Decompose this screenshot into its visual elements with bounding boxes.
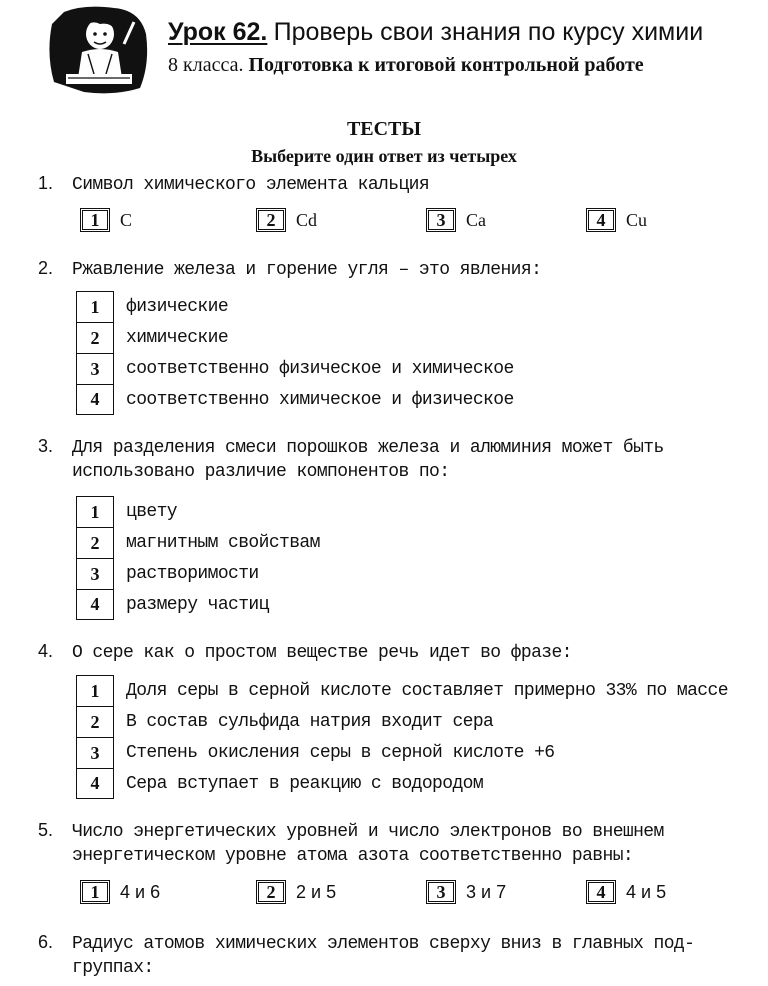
student-illustration [44, 4, 154, 96]
q4-option-3[interactable] [76, 737, 756, 768]
question-number: 2. [38, 258, 54, 278]
option-number-box: 2 [76, 527, 114, 558]
q4-option-1[interactable] [76, 675, 756, 706]
question-5 [38, 820, 664, 842]
option-number-box: 2 [76, 706, 114, 737]
option-text: растворимости [126, 563, 259, 584]
question-text: Символ химического элемента кальция [72, 175, 430, 195]
option-number-box: 3 [76, 353, 114, 384]
option-text: 3 и 7 [466, 881, 507, 902]
q1-option-1[interactable] [80, 207, 132, 233]
q1-option-4[interactable] [586, 207, 647, 233]
option-text: Cu [626, 209, 648, 230]
option-text: химические [126, 327, 229, 348]
question-number: 1. [38, 173, 54, 193]
option-text: 4 и 6 [120, 881, 161, 902]
question-2 [38, 258, 541, 280]
question-1 [38, 173, 429, 195]
option-text: соответственно физическое и химическое [126, 358, 514, 379]
question-3-line2: использовано различие компонентов по: [72, 462, 450, 482]
q2-option-1[interactable] [76, 291, 756, 322]
option-text: размеру частиц [126, 594, 269, 615]
question-text: Радиус атомов химических элементов сверху вниз в главных под- [72, 934, 695, 954]
question-text: Ржавление железа и горение угля – это явления: [72, 260, 542, 280]
option-number-box: 3 [76, 558, 114, 589]
option-text: Ca [466, 209, 486, 230]
q4-option-4[interactable] [76, 768, 756, 799]
option-number-box: 1 [80, 208, 110, 232]
q5-option-1[interactable] [80, 879, 160, 905]
option-number-box: 4 [76, 589, 114, 620]
option-text: магнитным свойствам [126, 532, 320, 553]
option-text: 2 и 5 [296, 881, 337, 902]
option-text: Cd [296, 209, 318, 230]
option-number-box: 4 [76, 384, 114, 415]
q5-option-3[interactable] [426, 879, 506, 905]
q2-options [76, 291, 756, 415]
option-text: цвету [126, 501, 178, 522]
q3-option-2[interactable] [76, 527, 756, 558]
q2-option-2[interactable] [76, 322, 756, 353]
question-5-line2: энергетическом уровне атома азота соответственно равны: [72, 846, 634, 866]
lesson-number: Урок 62. [168, 18, 268, 46]
question-number: 5. [38, 820, 54, 840]
q3-option-3[interactable] [76, 558, 756, 589]
option-text: C [120, 209, 133, 230]
option-number-box: 3 [426, 208, 456, 232]
lesson-subtitle: Подготовка к итоговой контрольной работе [248, 54, 644, 76]
q4-option-2[interactable] [76, 706, 756, 737]
option-number-box: 3 [76, 737, 114, 768]
question-number: 4. [38, 641, 54, 661]
option-number-box: 1 [80, 880, 110, 904]
lesson-grade: 8 класса. [168, 54, 244, 76]
option-number-box: 1 [76, 496, 114, 527]
student-icon [44, 4, 154, 96]
question-6-line2: группах: [72, 958, 154, 978]
option-number-box: 1 [76, 675, 114, 706]
question-text: О сере как о простом веществе речь идет во фразе: [72, 643, 572, 663]
q3-options [76, 496, 756, 620]
option-number-box: 2 [256, 208, 286, 232]
lesson-title-line1: Проверь свои знания по курсу химии [273, 18, 704, 46]
option-text: физические [126, 296, 229, 317]
option-text: Доля серы в серной кислоте составляет примерно 33% по массе [126, 680, 728, 701]
question-text: Для разделения смеси порошков железа и алюминия может быть [72, 438, 664, 458]
q2-option-4[interactable] [76, 384, 756, 415]
question-6 [38, 932, 694, 954]
question-text: Число энергетических уровней и число электронов во внешнем [72, 822, 664, 842]
q2-option-3[interactable] [76, 353, 756, 384]
lesson-title-line2 [168, 54, 644, 77]
option-number-box: 1 [76, 291, 114, 322]
option-number-box: 3 [426, 880, 456, 904]
q5-option-4[interactable] [586, 879, 666, 905]
lesson-heading [168, 18, 703, 47]
question-3 [38, 436, 664, 458]
option-text: В состав сульфида натрия входит сера [126, 711, 494, 732]
option-number-box: 2 [256, 880, 286, 904]
q3-option-4[interactable] [76, 589, 756, 620]
option-number-box: 4 [586, 880, 616, 904]
option-text: Степень окисления серы в серной кислоте +6 [126, 742, 555, 763]
section-title: ТЕСТЫ [346, 118, 422, 140]
option-text: соответственно химическое и физическое [126, 389, 514, 410]
section-instructions: Выберите один ответ из четырех [251, 146, 517, 166]
q4-options [76, 675, 756, 799]
option-text: Сера вступает в реакцию с водородом [126, 773, 484, 794]
option-number-box: 4 [586, 208, 616, 232]
q3-option-1[interactable] [76, 496, 756, 527]
q1-option-3[interactable] [426, 207, 486, 233]
q1-option-2[interactable] [256, 207, 317, 233]
option-text: 4 и 5 [626, 881, 667, 902]
option-number-box: 2 [76, 322, 114, 353]
question-number: 3. [38, 436, 54, 456]
question-4 [38, 641, 572, 663]
option-number-box: 4 [76, 768, 114, 799]
q5-option-2[interactable] [256, 879, 336, 905]
question-number: 6. [38, 932, 54, 952]
